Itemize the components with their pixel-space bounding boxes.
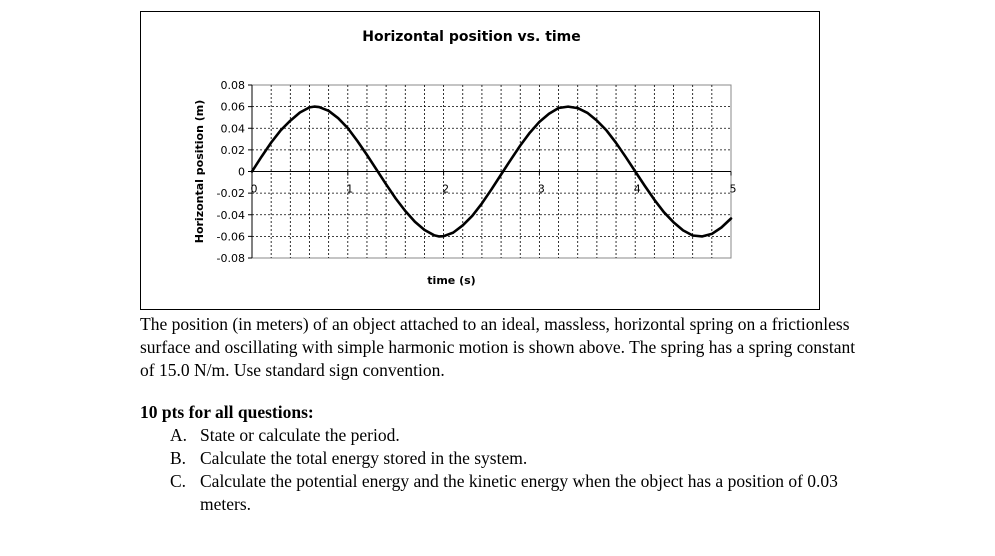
y-tick-label: -0.06: [216, 230, 245, 244]
y-tick-label: -0.08: [216, 252, 245, 265]
question-list: [140, 424, 870, 516]
question-item: [140, 424, 870, 447]
chart-title: Horizontal position vs. time: [362, 29, 581, 45]
x-tick-label: 1: [346, 182, 354, 196]
question-item: [140, 447, 870, 470]
x-tick-label: 3: [537, 182, 545, 196]
question-letter: B.: [170, 448, 187, 468]
y-tick-label: -0.02: [216, 187, 245, 201]
question-text: State or calculate the period.: [200, 425, 400, 445]
y-tick-label: 0.08: [220, 79, 245, 92]
question-letter: C.: [170, 471, 187, 491]
x-tick-label: 0: [250, 182, 258, 196]
y-tick-label: 0.02: [220, 143, 245, 157]
y-tick-label: 0.06: [220, 100, 245, 114]
y-axis-title: Horizontal position (m): [193, 99, 206, 244]
question-item: [140, 470, 870, 516]
question-text: Calculate the potential energy and the kinetic energy when the object has a position of 0.03 meters.: [200, 471, 838, 514]
y-tick-label: -0.04: [216, 208, 245, 222]
y-tick-label: 0.04: [220, 122, 245, 136]
x-tick-label: 4: [633, 182, 641, 196]
problem-paragraph: The position (in meters) of an object attached to an ideal, massless, horizontal spring on a frictionless surface and oscillating with simple harmonic motion is shown above. The spring has a spring constant of 15.0 N/m. Use standard sign convention.: [140, 314, 856, 380]
questions-heading: 10 pts for all questions:: [140, 402, 314, 422]
x-tick-label: 2: [442, 182, 450, 196]
question-letter: A.: [170, 425, 188, 445]
x-axis-title: time (s): [427, 274, 476, 287]
y-tick-label: 0: [238, 165, 245, 179]
question-text: Calculate the total energy stored in the system.: [200, 448, 528, 468]
chart-frame: [140, 11, 820, 310]
chart-svg: [141, 12, 819, 309]
x-tick-label: 5: [729, 182, 737, 196]
problem-text: [140, 313, 870, 516]
